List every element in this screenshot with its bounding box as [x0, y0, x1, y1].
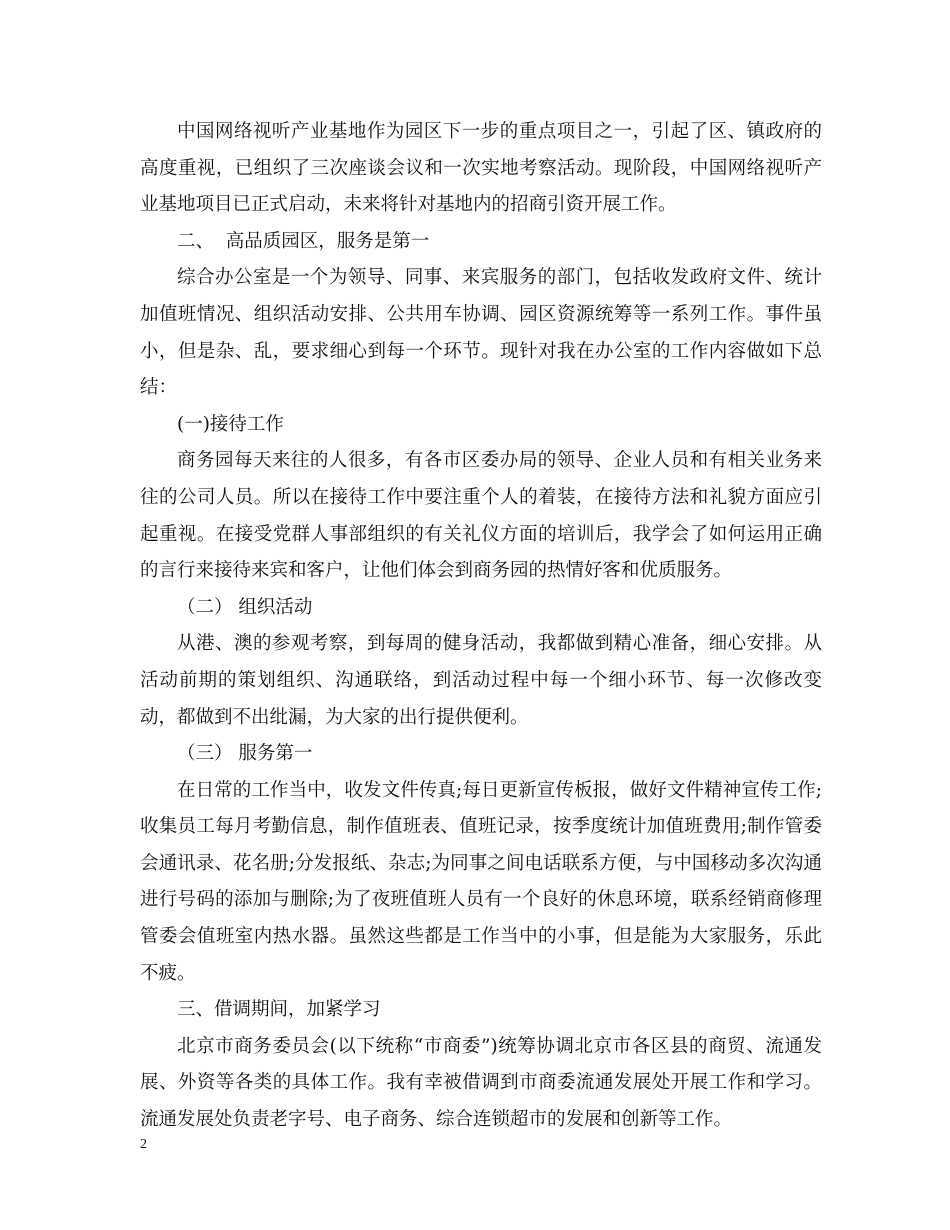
- subheading-reception: (一)接待工作: [177, 413, 284, 435]
- paragraph-reception: 商务园每天来往的人很多，有各市区委办局的领导、企业人员和有相关业务来往的公司人员。所以在接待工作中要注重个人的着装，在接待方法和礼貌方面应引起重视。在接受党群人事部组织的有关礼仪方面的培训后，我学会了如何运用正确的言行来接待来宾和客户，让他们体会到商务园的热情好客和优质服务。: [140, 450, 822, 582]
- section-heading-3: 三、借调期间，加紧学习: [177, 999, 381, 1021]
- paragraph-activities: 从港、澳的参观考察，到每周的健身活动，我都做到精心准备，细心安排。从活动前期的策划组织、沟通联络，到活动过程中每一个细小环节、每一次修改变动，都做到不出纰漏，为大家的出行提供便利。: [140, 633, 822, 728]
- document-body: [140, 114, 822, 1139]
- subheading-service: （三） 服务第一: [177, 743, 313, 765]
- paragraph-service: 在日常的工作当中，收发文件传真;每日更新宣传板报，做好文件精神宣传工作;收集员工每月考勤信息，制作值班表、值班记录，按季度统计加值班费用;制作管委会通讯录、花名册;分发报纸、杂志;为同事之间电话联系方便，与中国移动多次沟通进行号码的添加与删除;为了夜班值班人员有一个良好的休息环境，联系经销商修理管委会值班室内热水器。虽然这些都是工作当中的小事，但是能为大家服务，乐此不疲。: [140, 779, 822, 984]
- section-heading-2: 二、 高品质园区，服务是第一: [177, 230, 430, 252]
- paragraph-commerce-commission: 北京市商务委员会(以下统称“市商委”)统筹协调北京市各区县的商贸、流通发展、外资等各类的具体工作。我有幸被借调到市商委流通发展处开展工作和学习。流通发展处负责老字号、电子商务、综合连锁超市的发展和创新等工作。: [140, 1035, 822, 1131]
- paragraph-network-base: 中国网络视听产业基地作为园区下一步的重点项目之一，引起了区、镇政府的高度重视，已组织了三次座谈会议和一次实地考察活动。现阶段，中国网络视听产业基地项目已正式启动，未来将针对基地内的招商引资开展工作。: [140, 121, 822, 216]
- paragraph-office-intro: 综合办公室是一个为领导、同事、来宾服务的部门，包括收发政府文件、统计加值班情况、组织活动安排、公共用车协调、园区资源统筹等一系列工作。事件虽小，但是杂、乱，要求细心到每一个环节。现针对我在办公室的工作内容做如下总结：: [140, 267, 822, 399]
- subheading-activities: （二） 组织活动: [177, 596, 313, 618]
- page-number: 2: [140, 1137, 147, 1152]
